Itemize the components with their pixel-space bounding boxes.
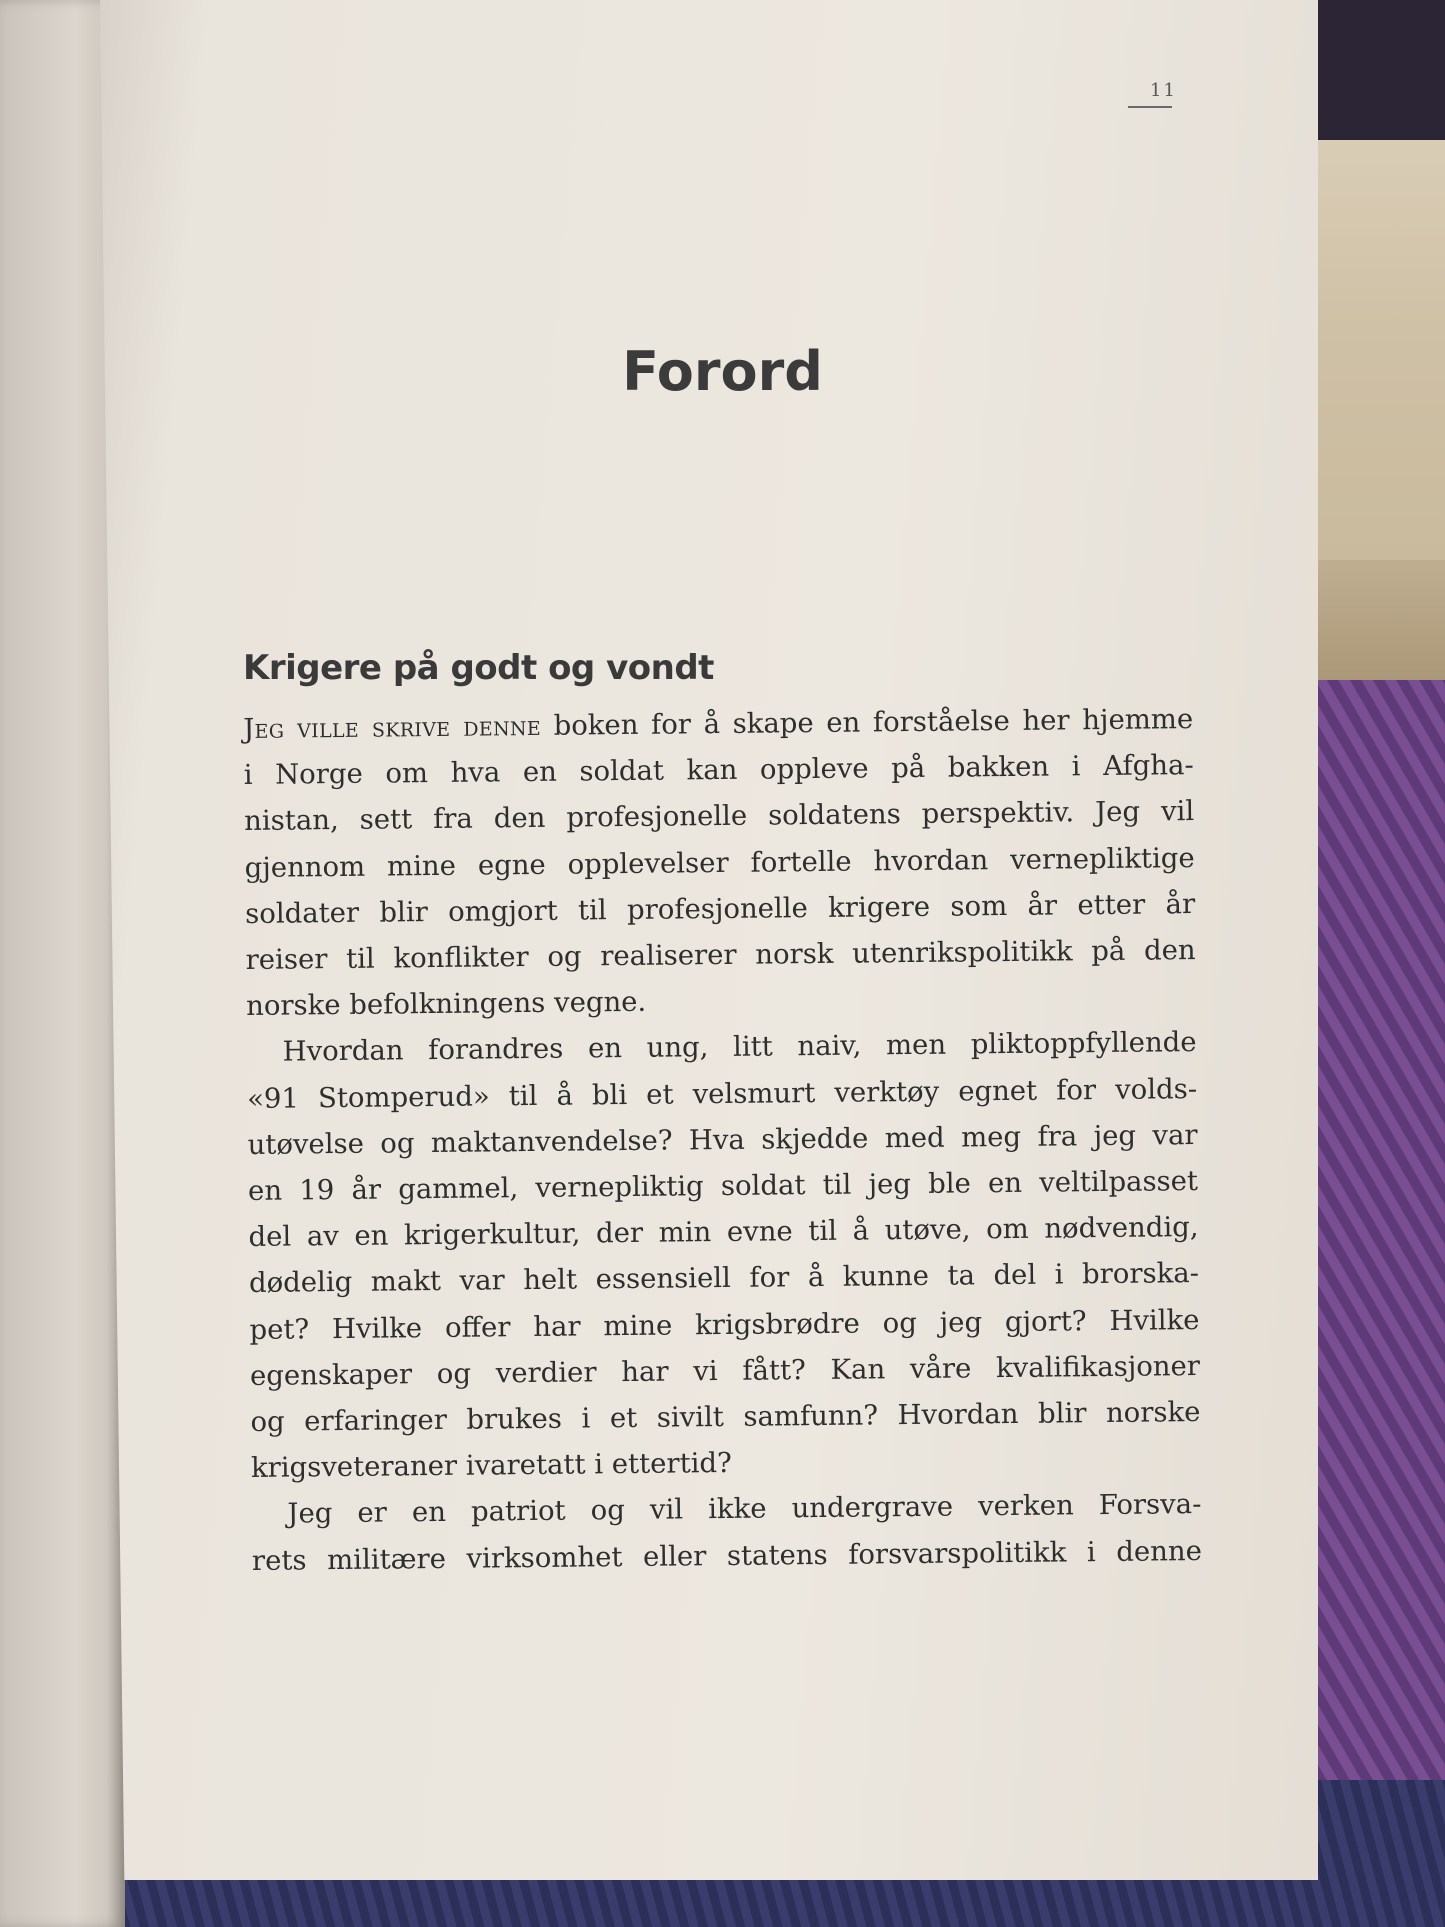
background-wood-edge (1300, 560, 1445, 690)
text-line: i Norge om hva en soldat kan oppleve på bakken i Afgha- (243, 749, 1194, 792)
text-line: soldater blir omgjort til profesjonelle krigere som år etter år (245, 887, 1196, 930)
text-line: og erfaringer brukes i et sivilt samfunn? Hvordan blir norske (250, 1396, 1201, 1439)
text-line: rets militære virksomhet eller statens forsvarspolitikk i denne (251, 1534, 1203, 1577)
page-number: 11 (1150, 80, 1177, 101)
text-line: «91 Stomperud» til å bli et velsmurt verktøy egnet for volds- (246, 1072, 1198, 1115)
text-line: Jeg er en patriot og vil ikke undergrave verken Forsva- (287, 1488, 1202, 1531)
lead-in-small-caps: Jeg ville skrive denne (243, 709, 542, 745)
body-text (243, 696, 1202, 1584)
text-line: krigsveteraner ivaretatt i ettertid? (250, 1447, 732, 1485)
text-line: egenskaper og verdier har vi fått? Kan våre kvalifikasjoner (249, 1349, 1201, 1392)
page-number-rule (1128, 106, 1172, 108)
text-line: norske befolkningens vegne. (245, 986, 647, 1023)
text-line: en 19 år gammel, vernepliktig soldat til jeg ble en veltilpasset (247, 1165, 1199, 1208)
text-line: gjennom mine egne opplevelser fortelle hvordan vernepliktige (244, 841, 1195, 884)
text-line: dødelig makt var helt essensiell for å kunne ta del i brorska- (248, 1257, 1200, 1300)
text-line: pet? Hvilke offer har mine krigsbrødre og jeg gjort? Hvilke (249, 1303, 1200, 1346)
text-line: del av en krigerkultur, der min evne til å utøve, om nødvendig, (248, 1211, 1199, 1254)
text-line: Hvordan forandres en ung, litt naiv, men pliktoppfyllende (282, 1026, 1197, 1069)
chapter-title: Forord (622, 340, 823, 403)
text-line-content: boken for å skape en forståelse her hjemme (540, 703, 1194, 742)
text-line: nistan, sett fra den profesjonelle soldatens perspektiv. Jeg vil (244, 795, 1195, 838)
text-line: reiser til konflikter og realiserer norsk utenrikspolitikk på den (245, 934, 1196, 977)
text-line: utøvelse og maktanvendelse? Hva skjedde med meg fra jeg var (247, 1118, 1198, 1161)
section-heading: Krigere på godt og vondt (243, 648, 714, 688)
